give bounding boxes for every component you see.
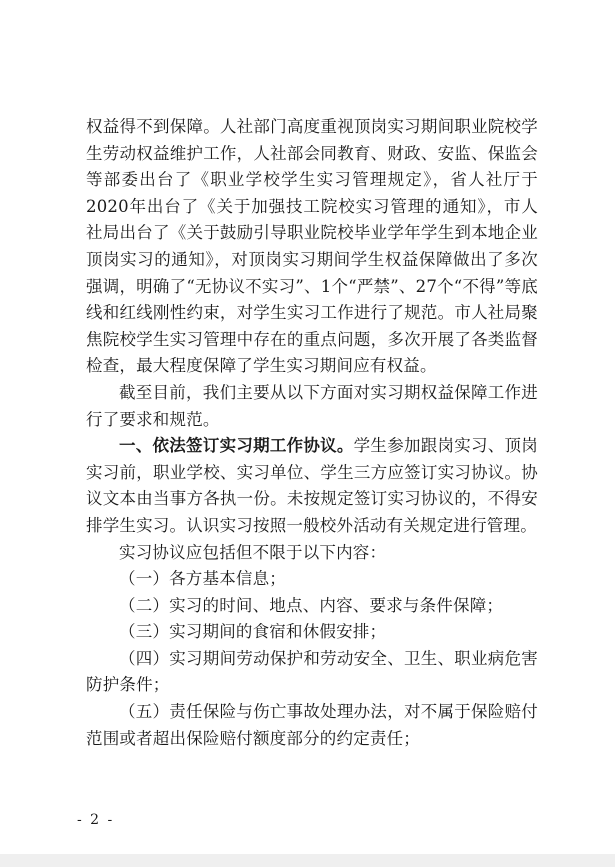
list-intro: 实习协议应包括但不限于以下内容： [119,542,387,562]
list-item: （五）责任保险与伤亡事故处理办法，对不属于保险赔付范围或者超出保险赔付额度部分的约定责任； [86,702,538,748]
section-one-heading: 一、依法签订实习期工作协议。 [119,436,354,456]
section-one [86,433,538,539]
paragraph-rights-protection: 权益得不到保障。人社部门高度重视顶岗实习期间职业院校学生劳动权益维护工作，人社部会同教育、财政、安监、保监会等部委出台了《职业学校学生实习管理规定》，省人社厅于2020年出台了《关于加强技工院校实习管理的通知》，市人社局出台了《关于鼓励引导职业院校毕业学年学生到本地企业顶岗实习的通知》，对顶岗实习期间学生权益保障做出了多次强调，明确了“无协议不实习”、1个“严禁”、27个“不得”等底线和红线刚性约束，对学生实习工作进行了规范。市人社局聚焦院校学生实习管理中存在的重点问题，多次开展了各类监督检查，最大程度保障了学生实习期间应有权益。 [86,117,538,376]
page-number: - 2 - [77,812,115,828]
list-item: （二）实习的时间、地点、内容、要求与条件保障； [119,595,504,615]
section-one-body: 学生参加跟岗实习、顶岗实习前，职业学校、实习单位、学生三方应签订实习协议。协议文本由当事方各执一份。未按规定签订实习协议的，不得安排学生实习。认识实习按照一般校外活动有关规定进行管理。 [86,436,538,535]
document-body [86,114,538,752]
paragraph-summary: 截至目前，我们主要从以下方面对实习期权益保障工作进行了要求和规范。 [86,382,538,429]
list-item: （四）实习期间劳动保护和劳动安全、卫生、职业病危害防护条件； [86,648,538,695]
list-item: （三）实习期间的食宿和休假安排； [119,622,387,642]
page-bottom-edge [0,854,615,867]
list-item: （一）各方基本信息； [119,569,286,589]
